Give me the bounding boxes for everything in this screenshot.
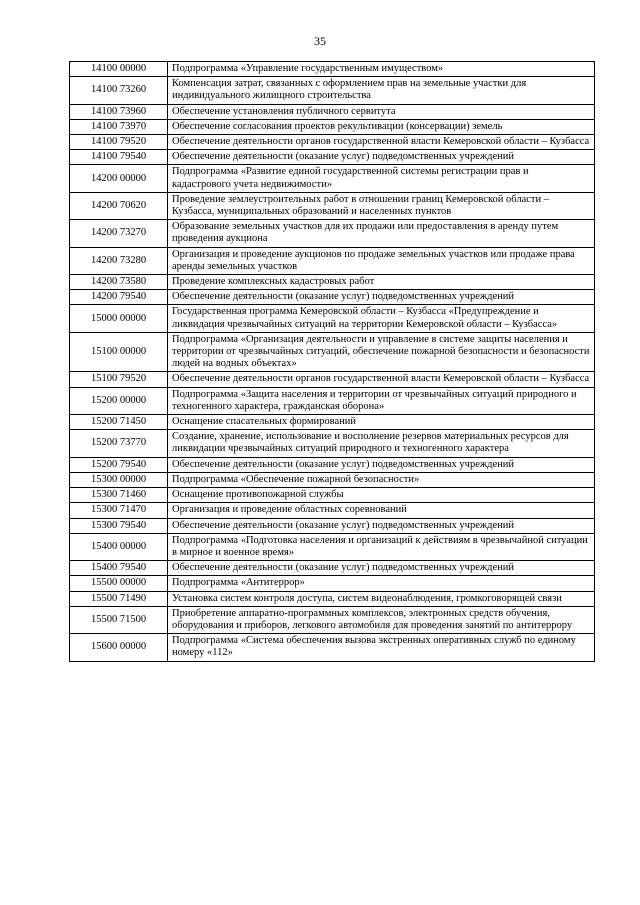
code-cell: 14100 73260: [70, 77, 168, 104]
table-row: [70, 387, 595, 414]
name-cell: Подпрограмма «Система обеспечения вызова экстренных оперативных служб по единому номеру «112»: [168, 634, 595, 661]
table-row: [70, 488, 595, 503]
table-row: [70, 591, 595, 606]
table-row: [70, 305, 595, 332]
table-row: [70, 533, 595, 560]
code-cell: 15500 71490: [70, 591, 168, 606]
name-cell: Организация и проведение аукционов по продаже земельных участков или продаже права аренды земельных участков: [168, 247, 595, 274]
code-cell: 15200 73770: [70, 430, 168, 457]
name-cell: Образование земельных участков для их продажи или предоставления в аренду путем проведения аукциона: [168, 220, 595, 247]
name-cell: Обеспечение деятельности (оказание услуг) подведомственных учреждений: [168, 518, 595, 533]
code-cell: 14200 79540: [70, 290, 168, 305]
table-row: [70, 119, 595, 134]
table-row: [70, 561, 595, 576]
page-number: 35: [314, 34, 326, 48]
code-cell: 15600 00000: [70, 634, 168, 661]
name-cell: Обеспечение деятельности органов государственной власти Кемеровской области – Кузбасса: [168, 135, 595, 150]
table-row: [70, 135, 595, 150]
code-cell: 15300 71460: [70, 488, 168, 503]
table-row: [70, 192, 595, 219]
code-cell: 14200 00000: [70, 165, 168, 192]
name-cell: Подпрограмма «Подготовка населения и организаций к действиям в чрезвычайной ситуации в мирное и военное время»: [168, 533, 595, 560]
code-cell: 14200 73580: [70, 275, 168, 290]
name-cell: Проведение комплексных кадастровых работ: [168, 275, 595, 290]
name-cell: Обеспечение деятельности органов государственной власти Кемеровской области – Кузбасса: [168, 372, 595, 387]
name-cell: Подпрограмма «Защита населения и территории от чрезвычайных ситуаций природного и техногенного характера, гражданская оборона»: [168, 387, 595, 414]
code-cell: 15400 79540: [70, 561, 168, 576]
name-cell: Государственная программа Кемеровской области – Кузбасса «Предупреждение и ликвидация чрезвычайных ситуаций на территории Кемеровской области – Кузбасса»: [168, 305, 595, 332]
code-cell: 15300 00000: [70, 472, 168, 487]
table-row: [70, 415, 595, 430]
table-row: [70, 576, 595, 591]
name-cell: Создание, хранение, использование и восполнение резервов материальных ресурсов для ликвидации чрезвычайных ситуаций природного и техногенного характера: [168, 430, 595, 457]
code-cell: 14100 73960: [70, 104, 168, 119]
code-cell: 14100 79520: [70, 135, 168, 150]
name-cell: Обеспечение деятельности (оказание услуг) подведомственных учреждений: [168, 150, 595, 165]
name-cell: Подпрограмма «Антитеррор»: [168, 576, 595, 591]
code-cell: 15300 71470: [70, 503, 168, 518]
code-cell: 14200 70620: [70, 192, 168, 219]
code-cell: 14200 73270: [70, 220, 168, 247]
table-row: [70, 62, 595, 77]
table-row: [70, 290, 595, 305]
table-row: [70, 77, 595, 104]
name-cell: Приобретение аппаратно-программных комплексов, электронных средств обучения, оборудования и приборов, легкового автомобиля для проведения занятий по антитеррору: [168, 606, 595, 633]
name-cell: Подпрограмма «Развитие единой государственной системы регистрации прав и кадастрового учета недвижимости»: [168, 165, 595, 192]
table-row: [70, 165, 595, 192]
table-row: [70, 472, 595, 487]
code-cell: 15100 00000: [70, 332, 168, 372]
name-cell: Оснащение противопожарной службы: [168, 488, 595, 503]
name-cell: Подпрограмма «Управление государственным имуществом»: [168, 62, 595, 77]
table-row: [70, 430, 595, 457]
table-row: [70, 606, 595, 633]
table-row: [70, 104, 595, 119]
name-cell: Компенсация затрат, связанных с оформлением прав на земельные участки для индивидуального жилищного строительства: [168, 77, 595, 104]
table-row: [70, 634, 595, 661]
table-row: [70, 220, 595, 247]
table-row: [70, 332, 595, 372]
code-cell: 14100 73970: [70, 119, 168, 134]
name-cell: Установка систем контроля доступа, систем видеонаблюдения, громкоговорящей связи: [168, 591, 595, 606]
table-row: [70, 457, 595, 472]
name-cell: Обеспечение согласования проектов рекультивации (консервации) земель: [168, 119, 595, 134]
table-row: [70, 503, 595, 518]
code-cell: 14100 00000: [70, 62, 168, 77]
code-cell: 14200 73280: [70, 247, 168, 274]
code-cell: 15400 00000: [70, 533, 168, 560]
name-cell: Оснащение спасательных формирований: [168, 415, 595, 430]
table-row: [70, 372, 595, 387]
name-cell: Организация и проведение областных соревнований: [168, 503, 595, 518]
name-cell: Обеспечение деятельности (оказание услуг) подведомственных учреждений: [168, 561, 595, 576]
code-cell: 15200 00000: [70, 387, 168, 414]
code-cell: 15000 00000: [70, 305, 168, 332]
table-row: [70, 247, 595, 274]
name-cell: Подпрограмма «Обеспечение пожарной безопасности»: [168, 472, 595, 487]
table-row: [70, 150, 595, 165]
code-cell: 15500 00000: [70, 576, 168, 591]
table-row: [70, 518, 595, 533]
table-body: [70, 62, 595, 662]
code-cell: 15200 79540: [70, 457, 168, 472]
code-cell: 15100 79520: [70, 372, 168, 387]
code-cell: 15200 71450: [70, 415, 168, 430]
code-cell: 14100 79540: [70, 150, 168, 165]
code-cell: 15300 79540: [70, 518, 168, 533]
name-cell: Обеспечение деятельности (оказание услуг) подведомственных учреждений: [168, 457, 595, 472]
name-cell: Обеспечение установления публичного сервитута: [168, 104, 595, 119]
name-cell: Проведение землеустроительных работ в отношении границ Кемеровской области – Кузбасса, муниципальных образований и населенных пунктов: [168, 192, 595, 219]
name-cell: Подпрограмма «Организация деятельности и управление в системе защиты населения и территории от чрезвычайных ситуаций, обеспечение пожарной безопасности и безопасности людей на водных объектах»: [168, 332, 595, 372]
budget-classification-table: [69, 61, 595, 662]
name-cell: Обеспечение деятельности (оказание услуг) подведомственных учреждений: [168, 290, 595, 305]
code-cell: 15500 71500: [70, 606, 168, 633]
table-row: [70, 275, 595, 290]
